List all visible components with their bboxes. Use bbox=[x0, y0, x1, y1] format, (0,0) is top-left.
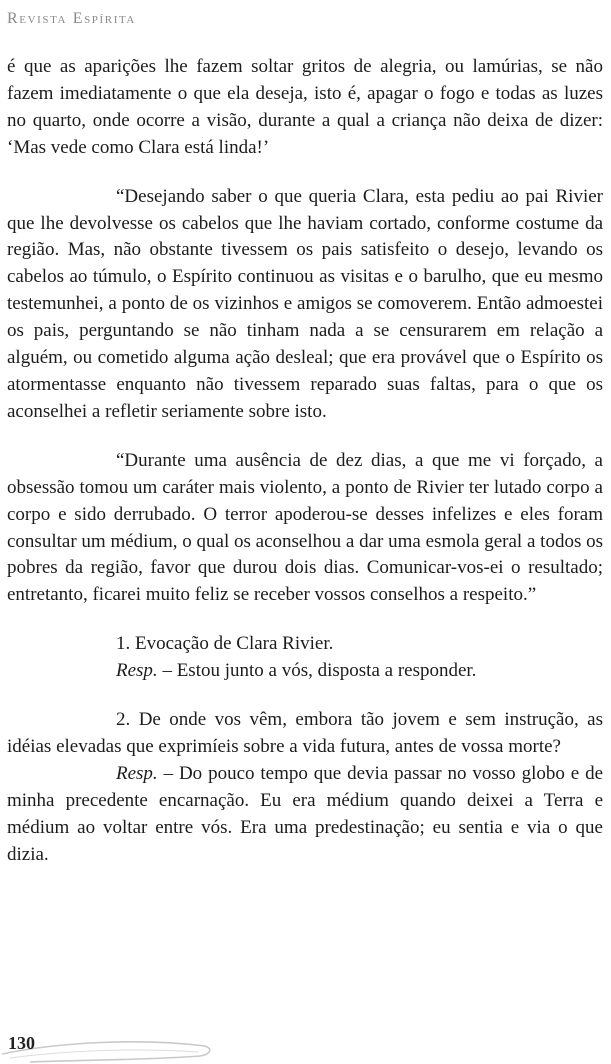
answer-1 bbox=[7, 658, 603, 685]
question-1: 1. Evocação de Clara Rivier. bbox=[116, 633, 334, 655]
page-footer bbox=[0, 1024, 611, 1064]
paragraph-1: é que as aparições lhe fazem soltar gritos de alegria, ou lamúrias, se não fazem imediatamente o que ela deseja, isto é, apagar o fogo e todas as luzes no quarto, onde ocorre a visão, durante a qual a criança não deixa de dizer: ‘Mas vede como Clara está linda!’ bbox=[7, 56, 603, 158]
answer-1-label: Resp. bbox=[116, 660, 158, 682]
answer-1-text: – Estou junto a vós, disposta a responder. bbox=[157, 660, 477, 682]
running-header: Revista Espírita bbox=[7, 10, 136, 27]
answer-2-text: – Do pouco tempo que devia passar no vosso globo e de minha precedente encarnação. Eu era médium quando deixei a Terra e médium ao voltar entre vós. Era uma predestinação; eu sentia e via o que dizia. bbox=[7, 762, 603, 865]
page-number: 130 bbox=[8, 1033, 35, 1053]
paragraph-3: “Durante uma ausência de dez dias, a que me vi forçado, a obsessão tomou um caráter mais violento, a ponto de Rivier ter lutado corpo a corpo e sido derrubado. O terror apoderou-se desses infelizes e eles foram consultar um médium, o qual os aconselhou a dar uma esmola geral a todos os pobres da região, favor que durou dois dias. Comunicar-vos-ei o resultado; entretanto, ficarei muito feliz se receber vossos conselhos a respeito.” bbox=[7, 449, 603, 606]
answer-2 bbox=[7, 761, 603, 869]
question-1-block bbox=[7, 631, 603, 685]
page-body bbox=[7, 54, 603, 890]
question-2: 2. De onde vos vêm, embora tão jovem e sem instrução, as idéias elevadas que exprimíeis sobre a vida futura, antes de vossa morte? bbox=[7, 709, 603, 757]
answer-2-label: Resp. bbox=[116, 762, 158, 784]
paragraph-2: “Desejando saber o que queria Clara, esta pediu ao pai Rivier que lhe devolvesse os cabelos que lhe haviam cortado, conforme costume da região. Mas, não obstante tivessem os pais satisfeito o desejo, levando os cabelos ao túmulo, o Espírito continuou as visitas e o barulho, que eu mesmo testemunhei, a ponto de os vizinhos e amigos se comoverem. Então admoestei os pais, perguntando se não tinham nada a se censurarem em relação a alguém, ou cometido alguma ação desleal; que era provável que o Espírito os atormentasse enquanto não tivessem reparado suas faltas, para o que os aconselhei a refletir seriamente sobre isto. bbox=[7, 185, 603, 422]
question-2-block bbox=[7, 707, 603, 868]
